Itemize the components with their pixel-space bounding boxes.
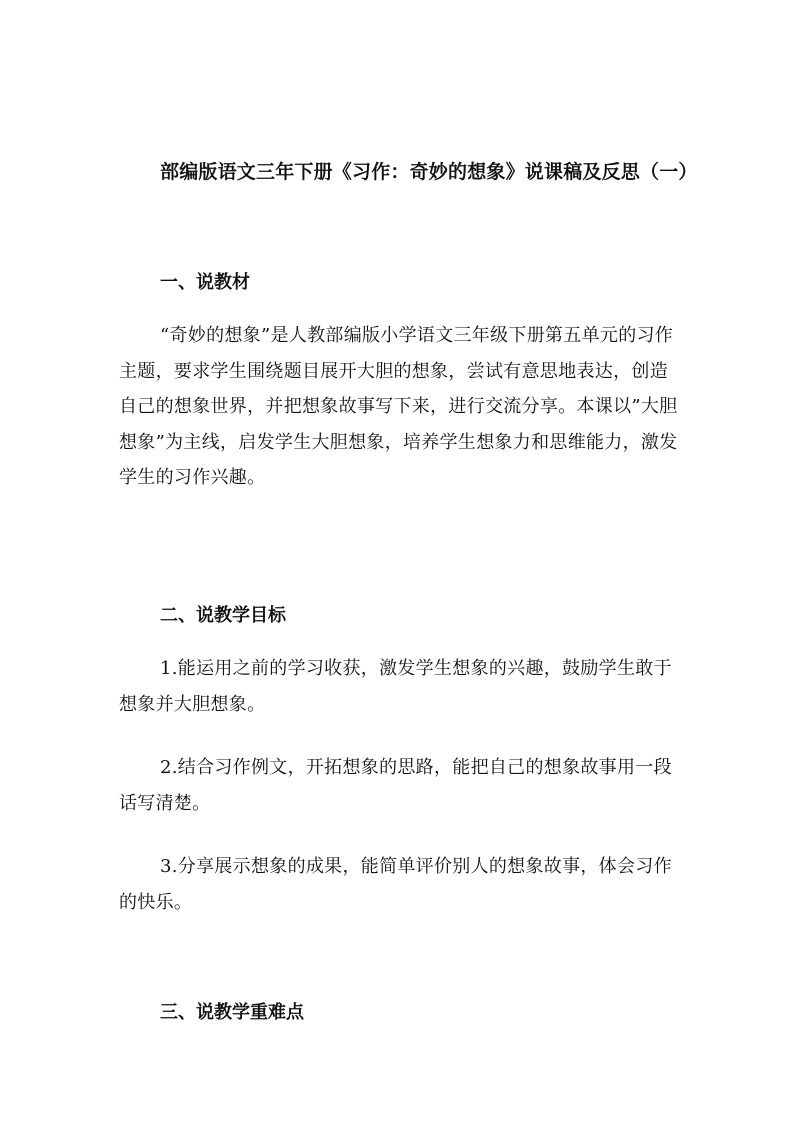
paragraph-objective-2: 2.结合习作例文，开拓想象的思路，能把自己的想象故事用一段话写清楚。 — [119, 757, 672, 814]
section-heading-key-points: 三、说教学重难点 — [160, 1002, 304, 1023]
section-heading-textbook: 一、说教材 — [160, 272, 250, 293]
paragraph-textbook: “奇妙的想象”是人教部编版小学语文三年级下册第五单元的习作主题，要求学生围绕题目展开大胆的想象，尝试有意思地表达，创造自己的想象世界，并把想象故事写下来，进行交流分享。本课以”大胆想象”为主线，启发学生大胆想象，培养学生想象力和思维能力，激发学生的习作兴趣。 — [119, 325, 678, 488]
paragraph-objective-3: 3.分享展示想象的成果，能简单评价别人的想象故事，体会习作的快乐。 — [119, 856, 672, 913]
paragraph-objective-1: 1.能运用之前的学习收获，激发学生想象的兴趣，鼓励学生敢于想象并大胆想象。 — [119, 658, 672, 715]
document-title: 部编版语文三年下册《习作：奇妙的想象》说课稿及反思（一） — [160, 161, 698, 183]
section-heading-objectives: 二、说教学目标 — [160, 605, 286, 626]
